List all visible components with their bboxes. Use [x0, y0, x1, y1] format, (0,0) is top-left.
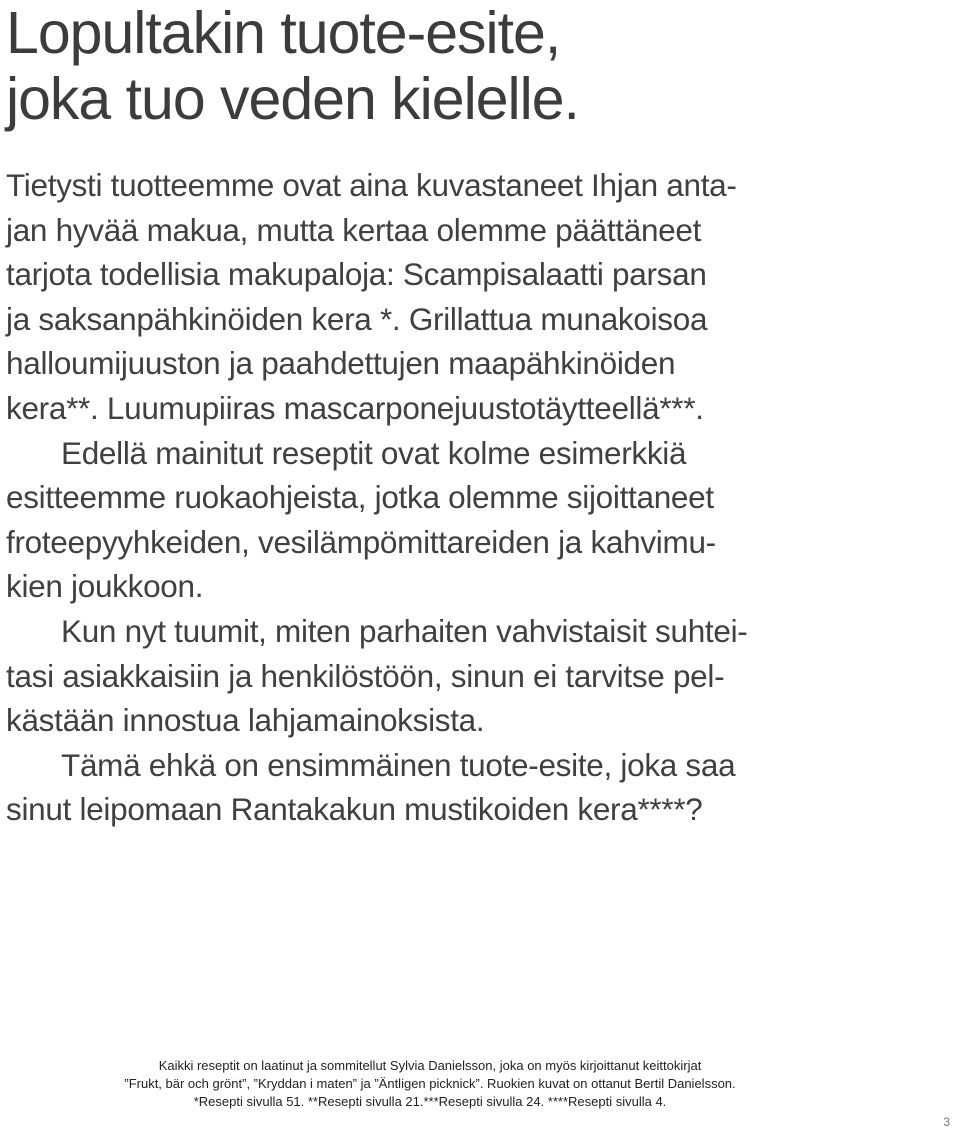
body-line: kera**. Luumupiiras mascarponejuustotäytteellä***. [6, 389, 704, 426]
page-title [6, 0, 579, 132]
body-line: kästään innostua lahjamainoksista. [6, 702, 485, 739]
title-line: joka tuo veden kielelle. [6, 66, 579, 132]
body-line: Kun nyt tuumit, miten parhaiten vahvistaisit suhtei- [61, 612, 748, 649]
body-line: esitteemme ruokaohjeista, jotka olemme sijoittaneet [6, 479, 714, 516]
body-line: jan hyvää makua, mutta kertaa olemme päättäneet [6, 211, 702, 248]
page-number: 3 [943, 1115, 950, 1129]
body-line: kien joukkoon. [6, 568, 204, 605]
body-paragraphs [6, 163, 956, 832]
body-line: sinut leipomaan Rantakakun mustikoiden kera****? [6, 791, 703, 828]
body-line: halloumijuuston ja paahdettujen maapähkinöiden [6, 345, 676, 382]
footnote-line: Kaikki reseptit on laatinut ja sommitellut Sylvia Danielsson, joka on myös kirjoittanut keittokirjat [158, 1058, 702, 1073]
body-line: Tietysti tuotteemme ovat aina kuvastaneet Ihjan anta- [6, 167, 737, 203]
body-line: Tämä ehkä on ensimmäinen tuote-esite, joka saa [61, 746, 736, 783]
body-line: froteepyyhkeiden, vesilämpömittareiden ja kahvimu- [6, 523, 716, 560]
footnote-line: *Resepti sivulla 51. **Resepti sivulla 21.***Resepti sivulla 24. ****Resepti sivulla 4. [193, 1094, 667, 1109]
body-line: tarjota todellisia makupaloja: Scampisalaatti parsan [6, 256, 707, 293]
body-line: ja saksanpähkinöiden kera *. Grillattua munakoisoa [6, 300, 708, 337]
body-line: tasi asiakkaisiin ja henkilöstöön, sinun ei tarvitse pel- [6, 657, 725, 694]
footnote [0, 1057, 860, 1111]
footnote-line: ”Frukt, bär och grönt”, ”Kryddan i maten” ja ”Äntligen picknick”. Ruokien kuvat on ottanut Bertil Danielsson. [124, 1076, 736, 1091]
title-line: Lopultakin tuote-esite, [6, 0, 561, 66]
body-line: Edellä mainitut reseptit ovat kolme esimerkkiä [61, 434, 687, 471]
